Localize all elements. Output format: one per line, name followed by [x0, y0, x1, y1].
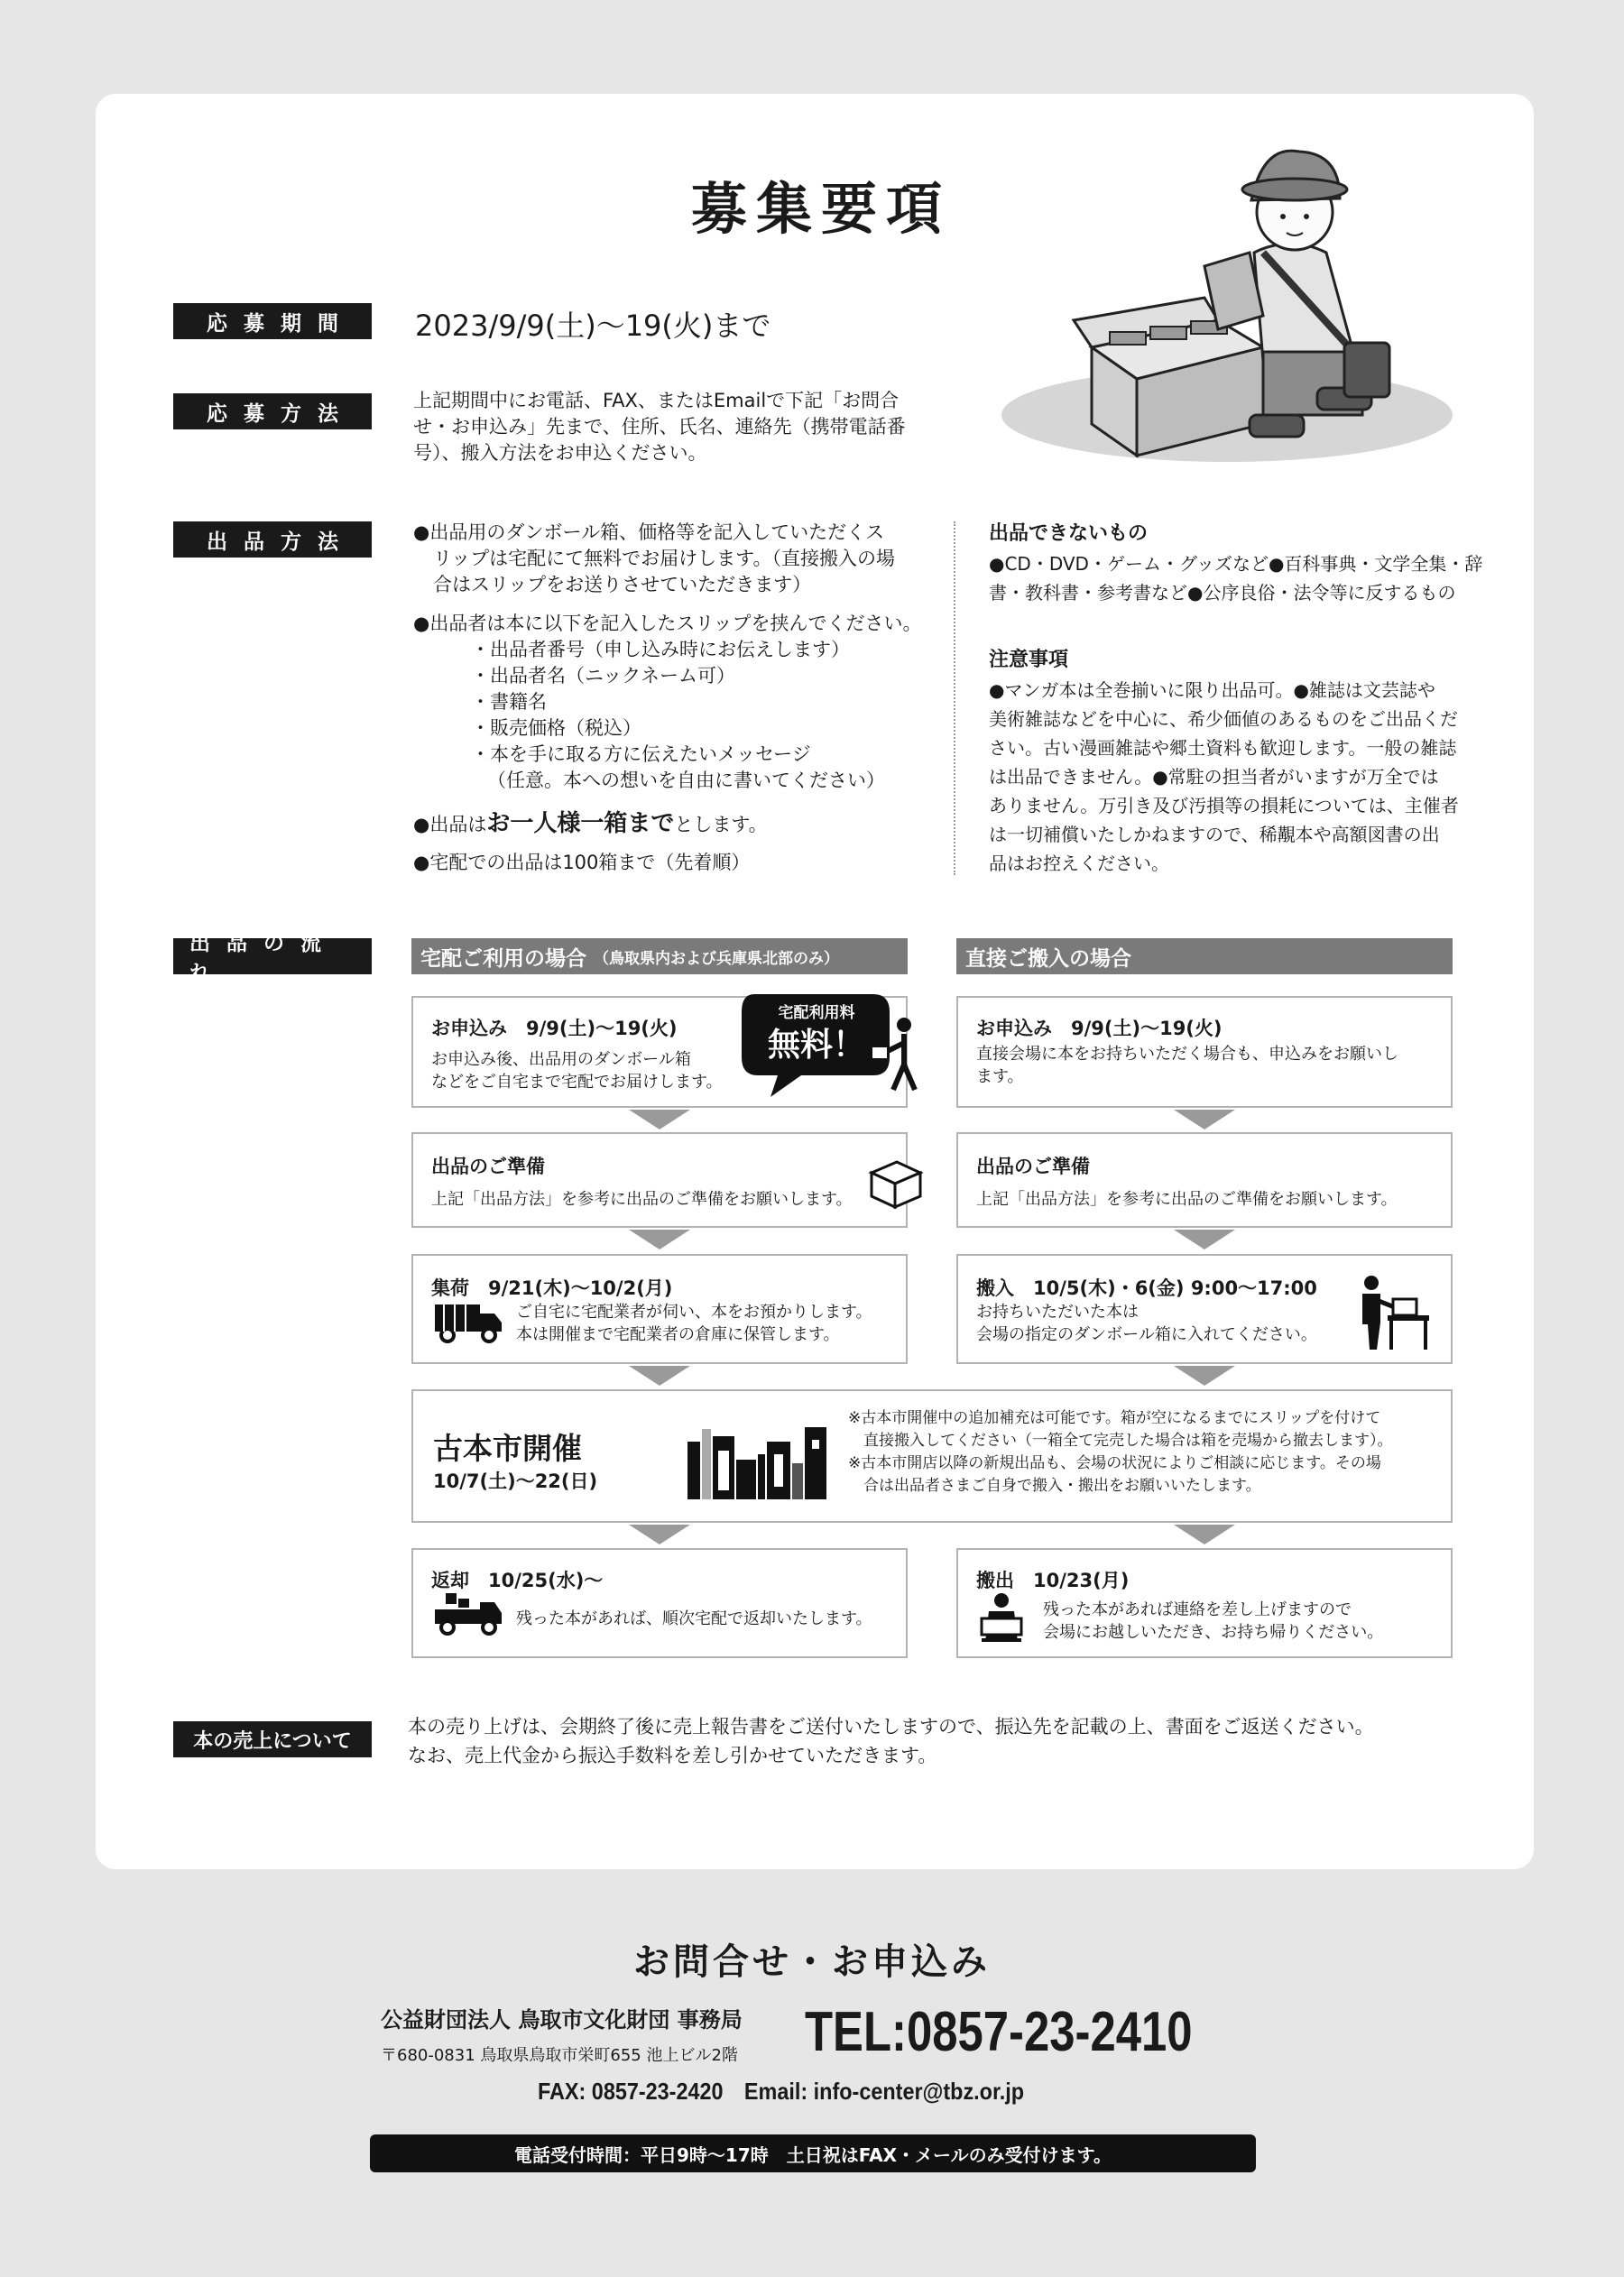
flow-right-header: 直接ご搬入の場合 [956, 938, 1453, 974]
contact-address: 〒680-0831 鳥取県鳥取市栄町655 池上ビル2階 [381, 2046, 738, 2065]
step-title: お申込み 9/9(土)〜19(火) [431, 1018, 678, 1039]
step-title: 出品のご準備 [431, 1156, 545, 1177]
note-line: ありません。万引き及び汚損等の損耗については、主催者 [989, 795, 1459, 816]
step-title: 搬出 10/23(月) [976, 1570, 1130, 1591]
step-text: 本は開催まで宅配業者の倉庫に保管します。 [516, 1325, 840, 1344]
step-title: お申込み 9/9(土)〜19(火) [976, 1018, 1223, 1039]
exhibit-b2-item: ・出品者名（ニックネーム可） [471, 665, 735, 687]
note-line: 品はお控えください。 [989, 853, 1169, 874]
event-note: ※古本市開店以降の新規出品も、会場の状況によりご相談に応じます。その場 [848, 1454, 1381, 1472]
column-divider [954, 521, 955, 875]
flow-step-prepare-direct [956, 1132, 1453, 1228]
return-truck-icon [431, 1590, 505, 1638]
exhibit-b2-item: （任意。本への想いを自由に書いてください） [487, 770, 885, 791]
exhibit-b1-line-2: リップは宅配にて無料でお届けします。（直接搬入の場 [433, 548, 895, 569]
flow-left-header [411, 938, 908, 974]
step-text: 上記「出品方法」を参考に出品のご準備をお願いします。 [976, 1190, 1398, 1209]
step-text: 直接会場に本をお持ちいただく場合も、申込みをお願いし [976, 1045, 1398, 1064]
step-text: 上記「出品方法」を参考に出品のご準備をお願いします。 [431, 1190, 853, 1209]
exhibit-b1-line-1: ●出品用のダンボール箱、価格等を記入していただくス [413, 521, 885, 543]
step-text: 会場にお越しいただき、お持ち帰りください。 [1043, 1623, 1384, 1642]
ng-line-2: 書・教科書・参考書など●公序良俗・法令等に反するもの [989, 582, 1456, 604]
flow-arrow [629, 1230, 690, 1249]
flow-arrow [1174, 1525, 1235, 1544]
flow-label: 出品の流れ [173, 938, 372, 974]
flow-arrow [1174, 1230, 1235, 1249]
note-line: ●マンガ本は全巻揃いに限り出品可。●雑誌は文芸誌や [989, 679, 1435, 701]
step-title: 出品のご準備 [976, 1156, 1090, 1177]
exhibit-b3-emphasis: お一人様一箱まで [486, 810, 675, 837]
person-carrying-box-icon [976, 1591, 1027, 1644]
contact-title: お問合せ・お申込み [633, 1941, 991, 1983]
box-icon [868, 1157, 924, 1211]
step-title: 搬入 10/5(木)・6(金) 9:00〜17:00 [976, 1277, 1317, 1299]
flow-step-prepare-delivery [411, 1132, 908, 1228]
flow-step-event [411, 1389, 1453, 1523]
sales-label: 本の売上について [173, 1721, 372, 1757]
flow-arrow [629, 1110, 690, 1129]
flow-step-apply-direct [956, 996, 1453, 1108]
step-text: ご自宅に宅配業者が伺い、本をお預かりします。 [516, 1303, 872, 1322]
event-note: 合は出品者さまご自身で搬入・搬出をお願いいたします。 [848, 1477, 1261, 1495]
exhibit-b4: ●宅配での出品は100箱まで（先着順） [413, 852, 751, 873]
method-label: 応募方法 [173, 393, 372, 429]
exhibit-b2-item: ・本を手に取る方に伝えたいメッセージ [471, 743, 811, 765]
exhibit-b3-post: とします。 [674, 814, 768, 835]
note-line: は出品できません。●常駐の担当者がいますが万全では [989, 766, 1439, 788]
step-text: お申込み後、出品用のダンボール箱 [431, 1050, 691, 1069]
contact-tel[interactable]: TEL:0857-23-2410 [805, 2001, 1193, 2063]
step-text: お持ちいただいた本は [976, 1303, 1139, 1322]
note-title: 注意事項 [989, 649, 1069, 671]
event-note: ※古本市開催中の追加補充は可能です。箱が空になるまでにスリップを付けて [848, 1409, 1381, 1427]
flow-left-header-text: 宅配ご利用の場合 [420, 946, 586, 971]
contact-hours-bar: 電話受付時間：平日9時〜17時 土日祝はFAX・メールのみ受付けます。 [370, 2134, 1256, 2172]
step-text: 残った本があれば、順次宅配で返却いたします。 [516, 1609, 872, 1628]
note-line: は一切補償いたしかねますので、稀覯本や高額図書の出 [989, 824, 1440, 845]
flow-left-header-note: （鳥取県内および兵庫県北部のみ） [594, 949, 839, 968]
step-title: 返却 10/25(水)〜 [431, 1570, 604, 1591]
event-dates: 10/7(土)〜22(日) [433, 1470, 598, 1492]
sales-line-1: 本の売り上げは、会期終了後に売上報告書をご送付いたしますので、振込先を記載の上、書面をご返送ください。 [408, 1716, 1374, 1738]
exhibit-b2-lead: ●出品者は本に以下を記入したスリップを挟んでください。 [413, 613, 922, 634]
period-label: 応募期間 [173, 303, 372, 339]
step-text: ます。 [976, 1067, 1024, 1086]
step-text: 残った本があれば連絡を差し上げますので [1043, 1600, 1352, 1619]
method-text-1: 上記期間中にお電話、FAX、またはEmailで下記「お問合 [413, 390, 900, 411]
step-title: 集荷 9/21(木)〜10/2(月) [431, 1277, 673, 1299]
flow-arrow [1174, 1110, 1235, 1129]
exhibit-b3-pre: ●出品は [413, 814, 487, 835]
person-with-box-illustration [992, 126, 1462, 487]
exhibit-b1-line-3: 合はスリップをお送りさせていただきます） [433, 574, 812, 595]
exhibit-b3 [413, 811, 768, 838]
event-title: 古本市開催 [433, 1431, 582, 1466]
ng-title: 出品できないもの [989, 522, 1149, 545]
period-value: 2023/9/9(土)〜19(火)まで [415, 309, 771, 343]
note-line: さい。古い漫画雑誌や郷土資料も歓迎します。一般の雑誌 [989, 737, 1457, 759]
flow-arrow [629, 1366, 690, 1386]
page-title: 募集要項 [690, 176, 951, 242]
contact-org: 公益財団法人 鳥取市文化財団 事務局 [381, 2007, 743, 2033]
method-text-2: せ・お申込み」先まで、住所、氏名、連絡先（携帯電話番 [413, 416, 906, 438]
flow-arrow [1174, 1366, 1235, 1386]
contact-fax-email[interactable]: FAX: 0857-23-2420 Email: info-center@tbz.or.jp [538, 2078, 1025, 2105]
step-text: などをご自宅まで宅配でお届けします。 [431, 1073, 723, 1092]
flow-step-carry-out [956, 1548, 1453, 1658]
note-line: 美術雑誌などを中心に、希少価値のあるものをご出品くだ [989, 708, 1458, 730]
exhibit-b2-item: ・販売価格（税込） [471, 717, 641, 739]
ng-line-1: ●CD・DVD・ゲーム・グッズなど●百科事典・文学全集・辞 [989, 553, 1483, 575]
step-text: 会場の指定のダンボール箱に入れてください。 [976, 1325, 1317, 1344]
exhibit-b2-item: ・出品者番号（申し込み時にお伝えします） [471, 639, 850, 660]
free-badge-top: 宅配利用料 [778, 1004, 855, 1022]
sales-line-2: なお、売上代金から振込手数料を差し引かせていただきます。 [408, 1745, 937, 1766]
exhibit-b2-item: ・書籍名 [471, 691, 547, 713]
books-icon [686, 1424, 830, 1501]
person-at-desk-icon [1357, 1274, 1433, 1351]
delivery-truck-icon [431, 1297, 505, 1344]
flow-arrow [629, 1525, 690, 1544]
method-text-3: 号）、搬入方法をお申込ください。 [413, 442, 707, 464]
event-note: 直接搬入してください（一箱全て完売した場合は箱を売場から撤去します）。 [848, 1432, 1393, 1450]
free-badge-main: 無料！ [767, 1027, 865, 1064]
exhibit-label: 出品方法 [173, 521, 372, 558]
